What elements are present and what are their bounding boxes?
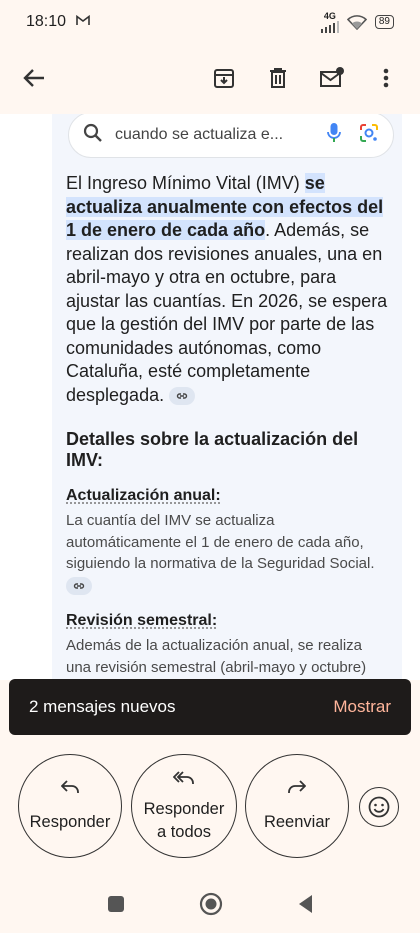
details-heading: Detalles sobre la actualización del IMV: (66, 429, 359, 470)
mic-icon[interactable] (327, 122, 341, 149)
signal-icon (321, 12, 339, 33)
snackbar-message: 2 mensajes nuevos (29, 697, 176, 716)
network-type: 4G (323, 10, 336, 21)
reply-all-icon (173, 769, 195, 792)
link-icon[interactable] (169, 387, 195, 405)
delete-icon[interactable] (262, 62, 294, 94)
reply-all-label-2: a todos (156, 822, 212, 841)
reply-all-button[interactable] (131, 754, 237, 858)
mark-unread-icon[interactable] (316, 62, 348, 94)
answer-text-end: . Además, se realizan dos revisiones anuales, una en abril-mayo y otra en octubre, para ajustar las cuantías. En 2026, se espera que la gestión del IMV por parte de las comunidades autónomas, como Cataluña, esté completamente desplegada. (66, 220, 388, 405)
section-title-semester: Revisión semestral: (66, 612, 218, 629)
recents-icon[interactable] (107, 895, 125, 918)
toolbar (0, 44, 420, 112)
reply-icon (61, 778, 79, 801)
emoji-reaction-icon[interactable] (359, 787, 399, 827)
show-button[interactable]: Mostrar (333, 697, 391, 716)
section-text-annual-body: La cuantía del IMV se actualiza automáticamente el 1 de enero de cada año, siguiendo la normativa de la Seguridad Social. (66, 512, 375, 572)
ai-overview-card (52, 114, 402, 680)
status-bar (0, 0, 420, 44)
reply-label: Responder (29, 813, 111, 831)
answer-highlight: se actualiza anualmente con efectos del 1 de enero de cada año (66, 173, 384, 240)
section-title-annual: Actualización anual: (66, 487, 221, 504)
more-vert-icon[interactable] (370, 62, 402, 94)
search-box[interactable] (68, 114, 394, 158)
answer-text-start: El Ingreso Mínimo Vital (IMV) (66, 173, 305, 193)
reply-actions (0, 735, 420, 880)
reply-button[interactable] (18, 754, 122, 858)
link-icon[interactable] (66, 577, 92, 595)
system-nav-bar (0, 880, 420, 933)
search-icon (83, 123, 103, 148)
wifi-icon (347, 15, 367, 30)
search-query: cuando se actualiza e... (115, 126, 284, 143)
arrow-back-icon[interactable] (16, 60, 52, 96)
back-nav-icon[interactable] (297, 894, 313, 919)
forward-label: Reenviar (263, 813, 331, 831)
new-messages-snackbar (9, 679, 411, 735)
forward-icon (288, 778, 306, 801)
forward-button[interactable] (245, 754, 349, 858)
battery-indicator: 89 (375, 15, 394, 29)
archive-icon[interactable] (208, 62, 240, 94)
email-body[interactable] (0, 114, 420, 680)
google-lens-icon[interactable] (359, 123, 379, 148)
home-icon[interactable] (199, 892, 223, 921)
section-text-annual (66, 510, 388, 596)
gmail-notification-icon (76, 15, 90, 30)
reply-all-label-1: Responder (143, 799, 225, 818)
status-time: 18:10 (26, 13, 67, 30)
answer-paragraph (66, 172, 388, 407)
section-text-semester: Además de la actualización anual, se realiza una revisión semestral (abril-mayo y octubre) (66, 637, 367, 676)
